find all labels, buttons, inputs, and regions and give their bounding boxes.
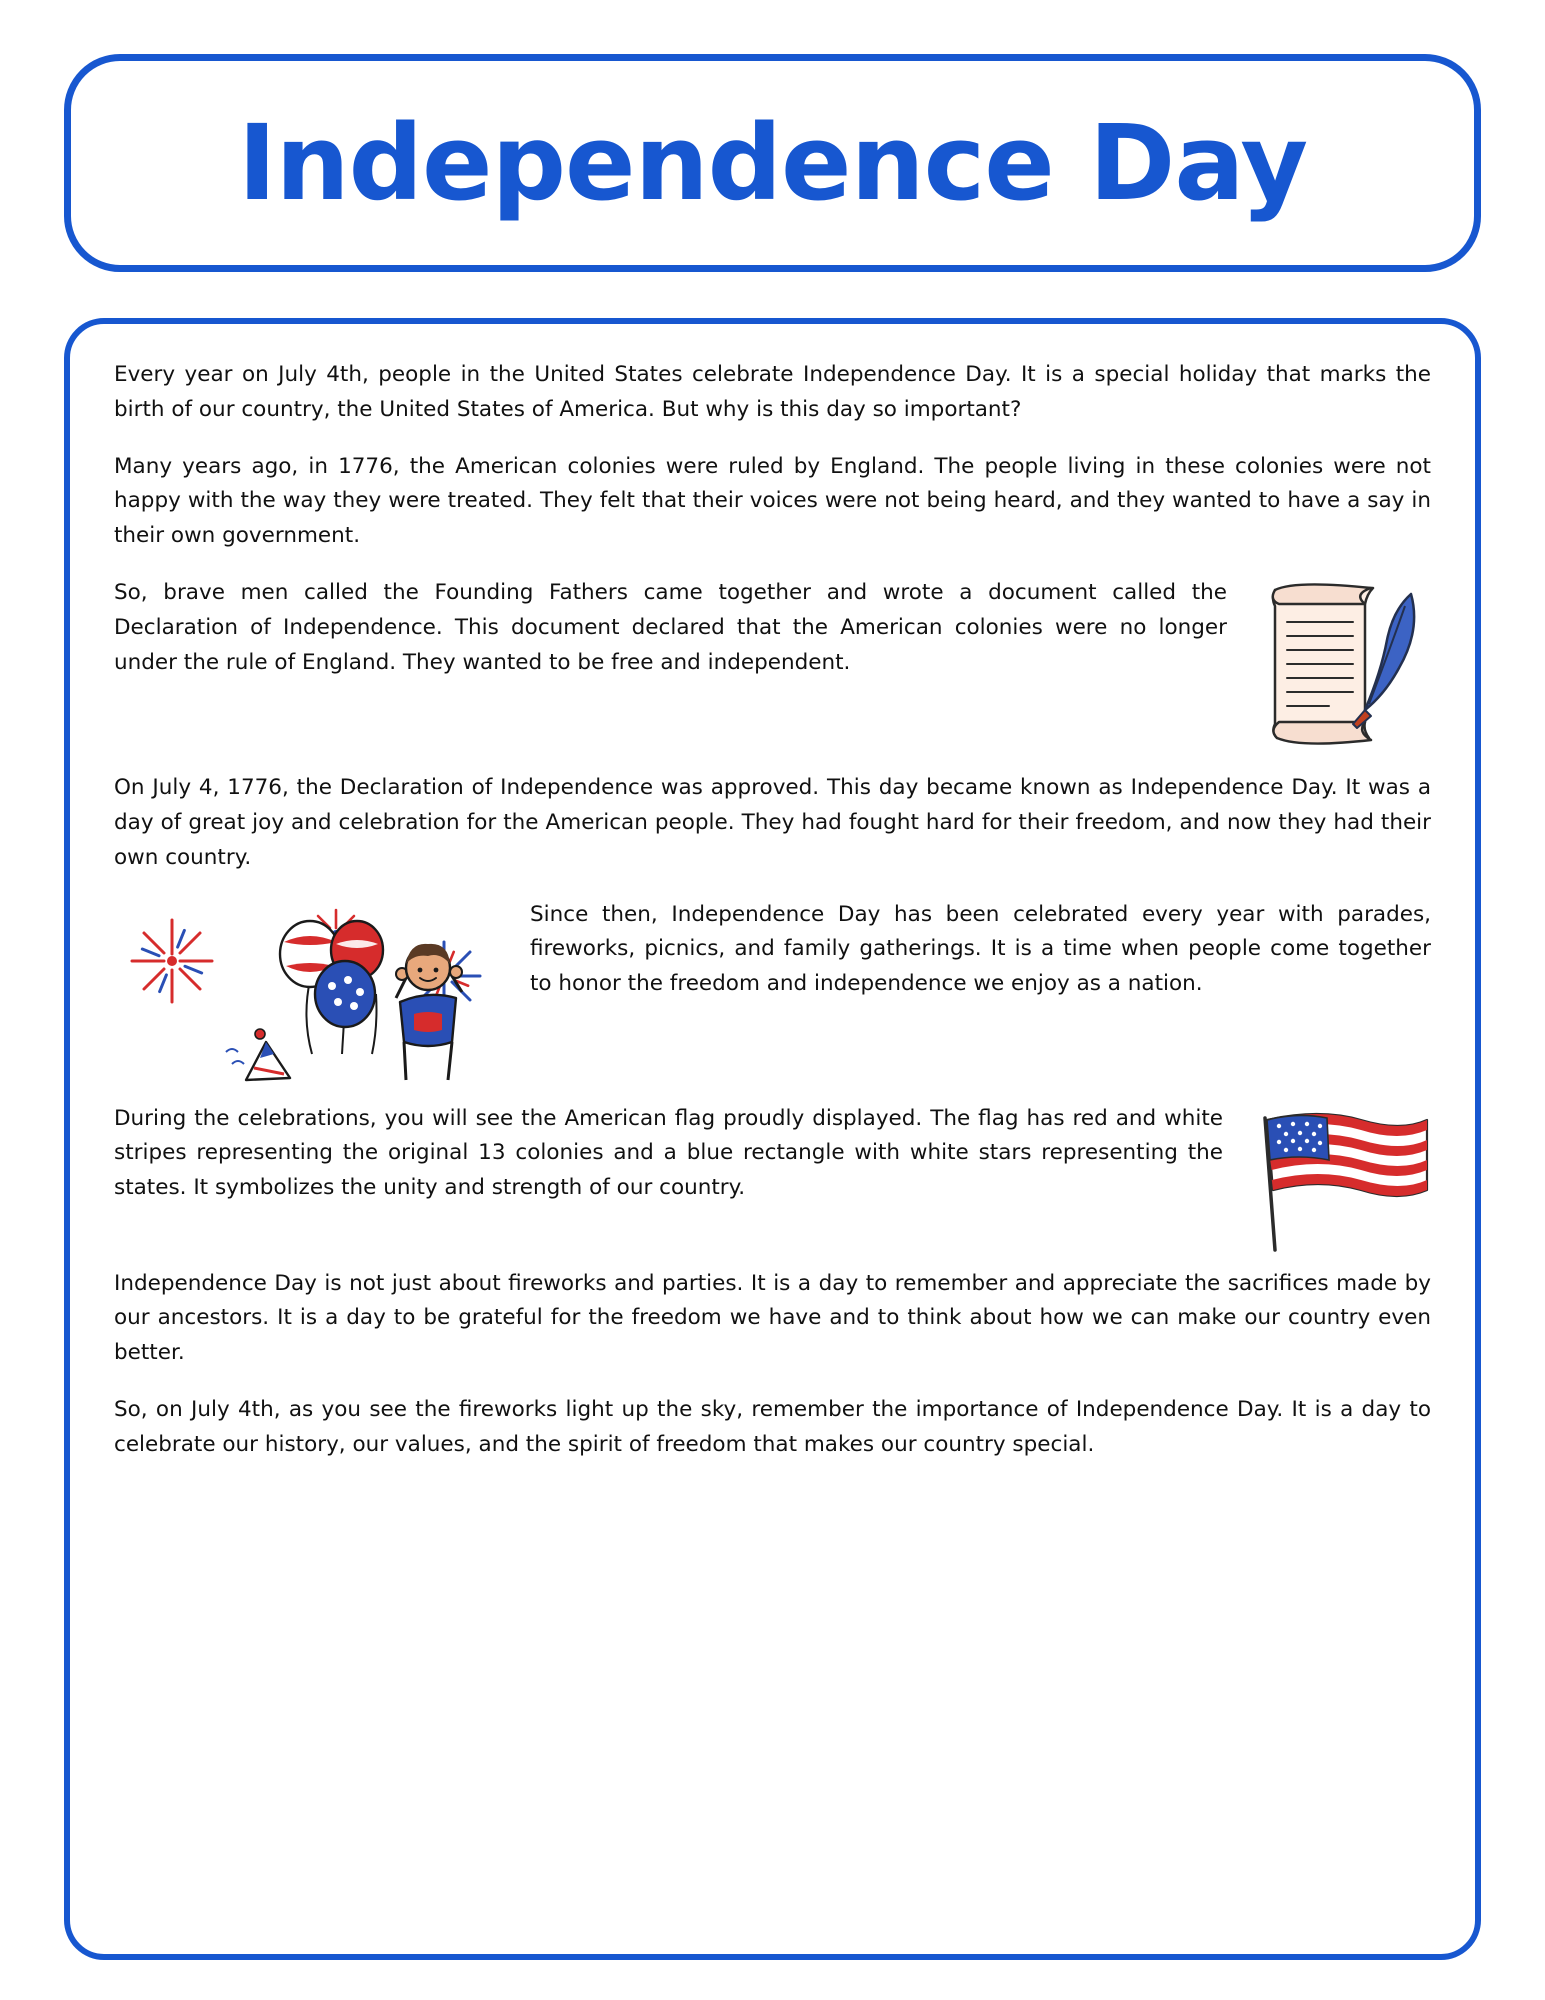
title-banner <box>64 54 1481 272</box>
paragraph-7: Independence Day is not just about fireworks and parties. It is a day to remember and appreciate the sacrifices made by our ancestors. It is a day to be grateful for the freedom we have and to think about how we can make our country even better. <box>114 1270 1431 1366</box>
american-flag-illustration <box>1249 1102 1431 1257</box>
paragraph-8: So, on July 4th, as you see the fireworks light up the sky, remember the importance of Independence Day. It is a day to celebrate our history, our values, and the spirit of freedom that makes our country special. <box>114 1397 1431 1457</box>
page-title: Independence Day <box>237 102 1308 224</box>
paragraph-6: During the celebrations, you will see the American flag proudly displayed. The flag has red and white stripes representing the original 13 colonies and a blue rectangle with white stars representing the states. It symbolizes the unity and strength of our country. <box>114 1105 1223 1201</box>
paragraph-1: Every year on July 4th, people in the United States celebrate Independence Day. It is a special holiday that marks the birth of our country, the United States of America. But why is this day so important? <box>114 362 1431 422</box>
paragraph-4: On July 4, 1776, the Declaration of Independence was approved. This day became known as Independence Day. It was a day of great joy and celebration for the American people. They had fought hard for their freedom, and now they had their own country. <box>114 775 1431 870</box>
fireworks-balloons-celebration-illustration <box>114 902 504 1092</box>
paragraph-5: Since then, Independence Day has been celebrated every year with parades, fireworks, picnics, and family gatherings. It is a time when people come together to honor the freedom and independence we enjoy as a nation. <box>530 901 1431 997</box>
paragraph-2: Many years ago, in 1776, the American colonies were ruled by England. The people living in these colonies were not happy with the way they were treated. They felt that their voices were not being heard, and they wanted to have a say in their own government. <box>114 453 1431 549</box>
paragraph-3: So, brave men called the Founding Fathers came together and wrote a document called the Declaration of Independence. This document declared that the American colonies were no longer under the rule of England. They wanted to be free and independent. <box>114 580 1227 675</box>
article-body <box>64 318 1481 1960</box>
scroll-and-quill-illustration <box>1253 576 1431 761</box>
